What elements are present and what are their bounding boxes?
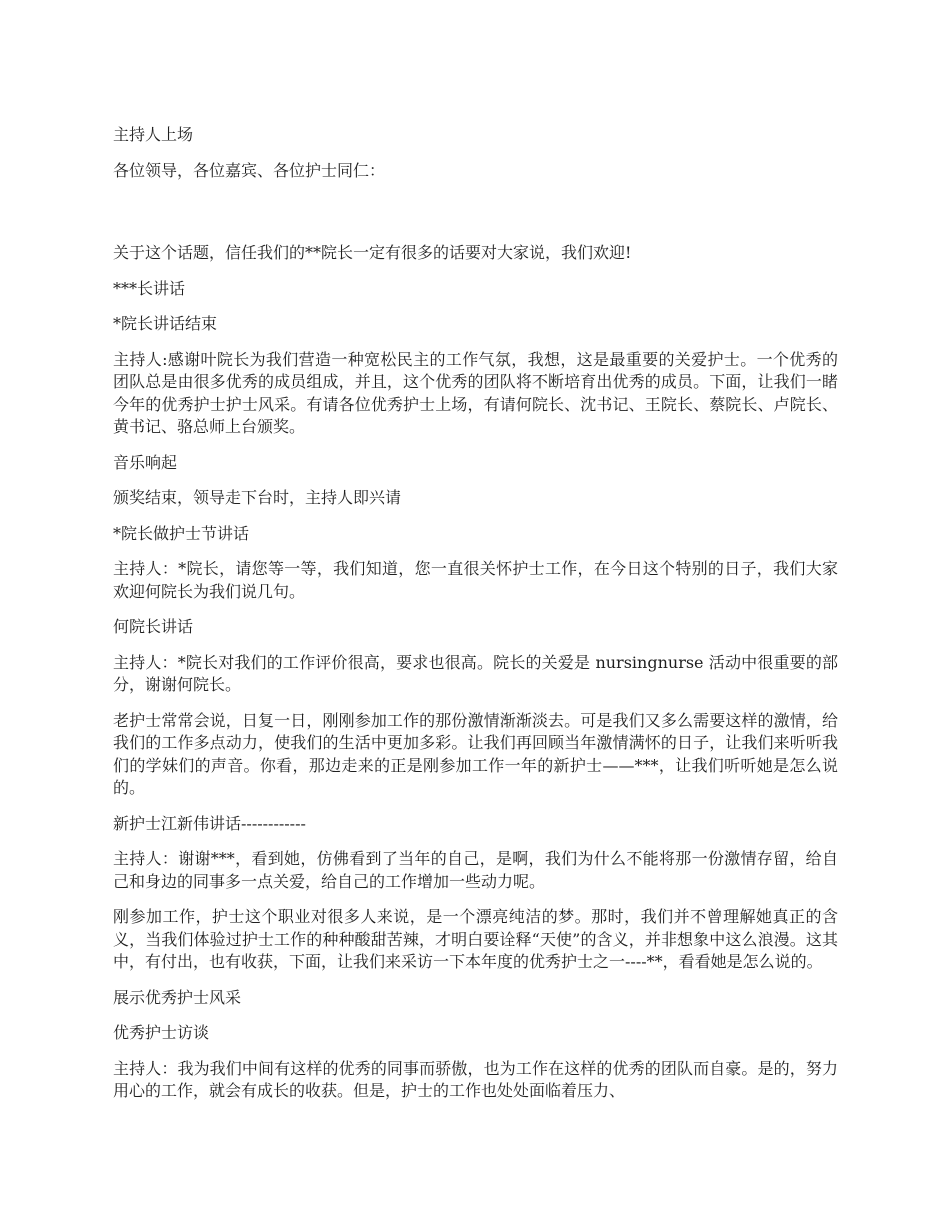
document-body <box>113 124 838 1116</box>
paragraph: 新护士江新伟讲话------------ <box>113 813 306 833</box>
heading-host-enters: 主持人上场 <box>113 125 194 144</box>
paragraph: 主持人：*院长对我们的工作评价很高，要求也很高。院长的关爱是 nursingnurse 活动中很重要的部分，谢谢何院长。 <box>113 652 838 694</box>
paragraph: 音乐响起 <box>113 452 178 472</box>
paragraph: 老护士常常会说，日复一日，刚刚参加工作的那份激情渐渐淡去。可是我们又多么需要这样的激情，给我们的工作多点动力，使我们的生活中更加多彩。让我们再回顾当年激情满怀的日子，让我们来听听我们的学妹们的声音。你看，那边走来的正是刚参加工作一年的新护士——***，让我们听听她是怎么说的。 <box>113 710 838 797</box>
paragraph: 展示优秀护士风采 <box>113 987 242 1007</box>
paragraph: 优秀护士访谈 <box>113 1023 210 1042</box>
paragraph: 关于这个话题，信任我们的**院长一定有很多的话要对大家说，我们欢迎! <box>113 243 632 262</box>
paragraph: 主持人：谢谢***，看到她，仿佛看到了当年的自己，是啊，我们为什么不能将那一份激情存留，给自己和身边的同事多一点关爱，给自己的工作增加一些动力呢。 <box>113 849 838 891</box>
paragraph: 主持人：我为我们中间有这样的优秀的同事而骄傲，也为工作在这样的优秀的团队而自豪。是的，努力用心的工作，就会有成长的收获。但是，护士的工作也处处面临着压力、 <box>113 1058 838 1100</box>
paragraph: 主持人：*院长，请您等一等，我们知道，您一直很关怀护士工作，在今日这个特别的日子，我们大家欢迎何院长为我们说几句。 <box>113 559 838 601</box>
paragraph: 主持人:感谢叶院长为我们营造一种宽松民主的工作气氛，我想，这是最重要的关爱护士。一个优秀的团队总是由很多优秀的成员组成，并且，这个优秀的团队将不断培育出优秀的成员。下面，让我们一睹今年的优秀护士护士风采。有请各位优秀护士上场，有请何院长、沈书记、王院长、蔡院长、卢院长、黄书记、骆总师上台颁奖。 <box>113 349 838 436</box>
paragraph: 颁奖结束，领导走下台时，主持人即兴请 <box>113 488 402 507</box>
paragraph: *院长讲话结束 <box>113 314 218 333</box>
paragraph: ***长讲话 <box>113 278 186 298</box>
greeting-line: 各位领导，各位嘉宾、各位护士同仁： <box>113 160 386 180</box>
paragraph: *院长做护士节讲话 <box>113 523 250 543</box>
paragraph: 刚参加工作，护士这个职业对很多人来说，是一个漂亮纯洁的梦。那时，我们并不曾理解她真正的含义，当我们体验过护士工作的种种酸甜苦辣，才明白要诠释“天使”的含义，并非想象中这么浪漫。这其中，有付出，也有收获，下面，让我们来采访一下本年度的优秀护士之一----**，看看她是怎么说的。 <box>113 907 838 971</box>
blank-line <box>113 195 838 242</box>
paragraph: 何院长讲话 <box>113 617 194 636</box>
